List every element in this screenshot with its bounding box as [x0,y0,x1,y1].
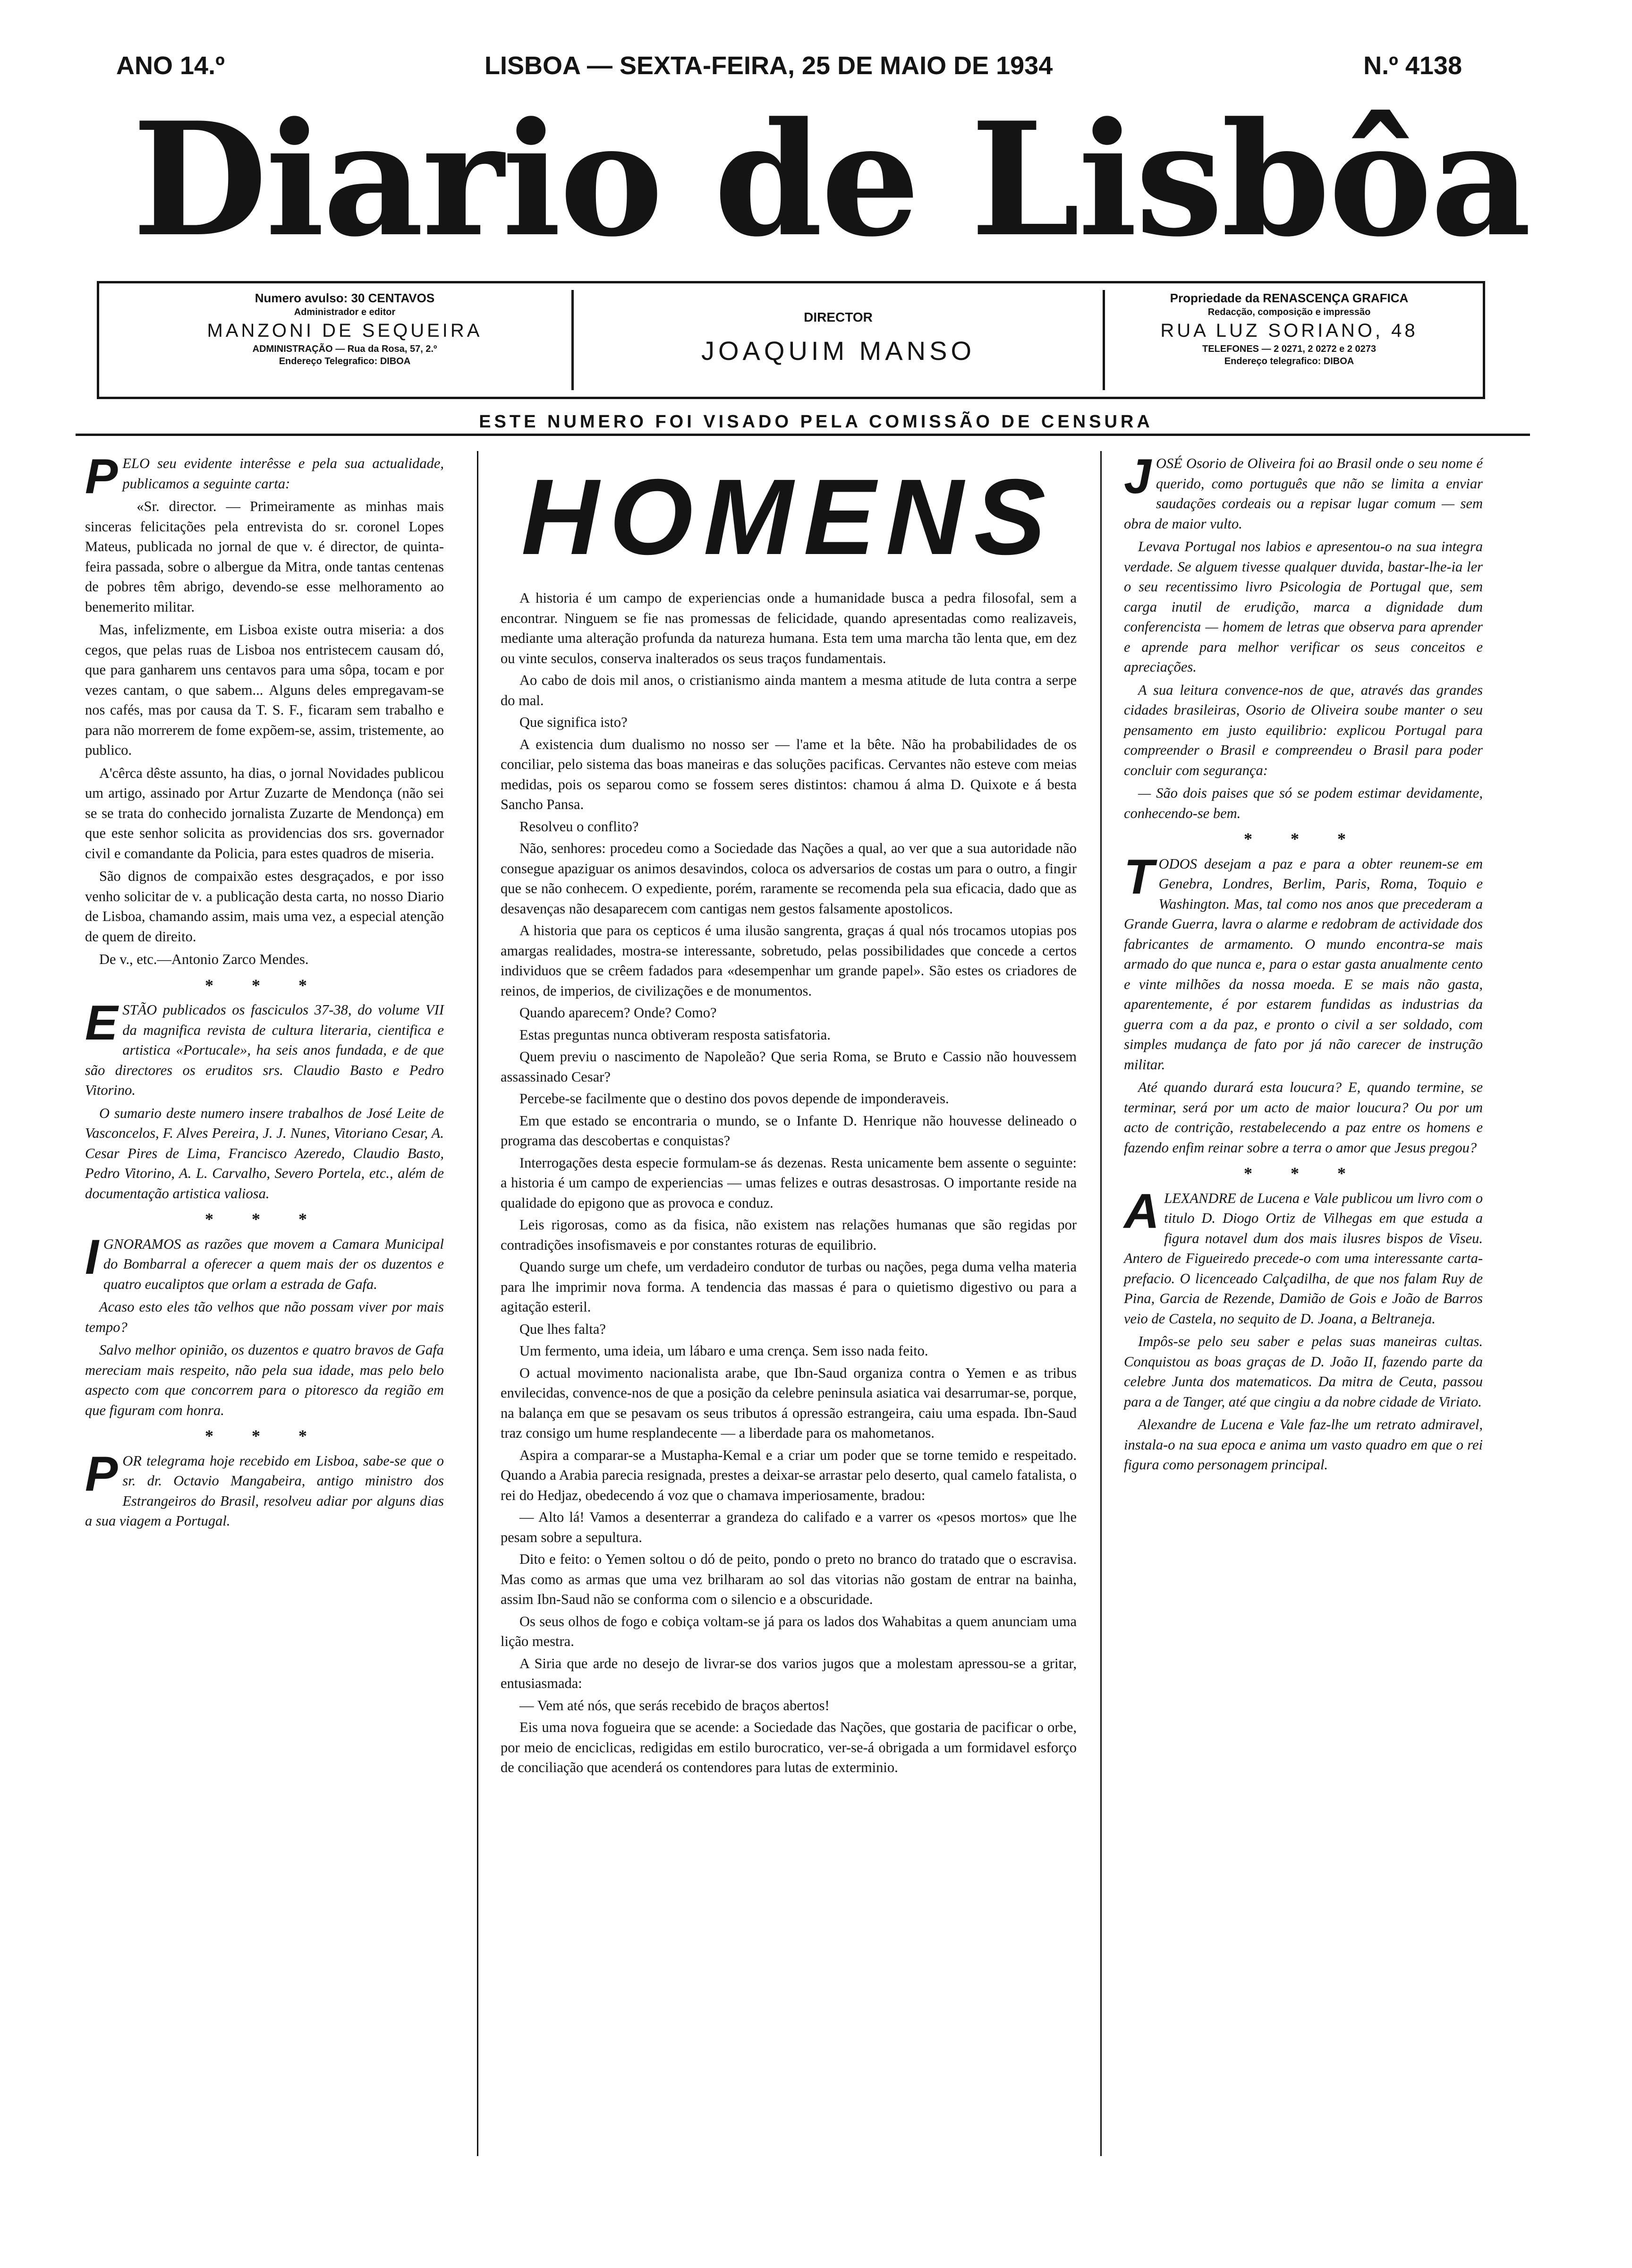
article-paragraph: A historia que para os cepticos é uma ilusão sangrenta, graças á qual nós trocamos utopias pos amargas realidades, mostra-se interessante, sobretudo, pelas possibilidades que concede a certos individuos que se crêem fadados para «desempenhar um grande papel». São estes os criadores de reinos, de imperios, de civilizações e de monumentos. [501,922,1077,999]
drop-cap: P [85,1446,118,1501]
center-column [501,457,1077,1780]
article-paragraph: A Siria que arde no desejo de livrar-se dos varios jugos que a molestam apressou-se a gritar, entusiasmada: [501,1655,1077,1691]
article-paragraph: Salvo melhor opinião, os duzentos e quatro bravos de Gafa mereciam mais respeito, não pela sua idade, mas pelo belo aspecto com que concorrem para o pitoresco da região em que figuram com honra. [85,1342,444,1418]
censorship-notice: ESTE NUMERO FOI VISADO PELA COMISSÃO DE CENSURA [479,412,1153,432]
article-paragraph: O sumario deste numero insere trabalhos de José Leite de Vasconcelos, F. Alves Pereira, J. J. Nunes, Vitoriano Cesar, A. Cesar Pires de Lima, Francisco Azeredo, Claudio Basto, Pedro Vitorino, A. L. Carvalho, Severo Portela, etc., além de documentação artistica valiosa. [85,1105,444,1202]
article-paragraph: Levava Portugal nos labios e apresentou-o na sua integra verdade. Se alguem tivesse qualquer duvida, bastar-lhe-ia ler o seu recentissimo livro Psicologia de Portugal que, sem carga inutil de erudição, marca a dignidade dum conferencista — homem de letras que observa para aprender e aprende para melhor verificar os seus conceitos e apreciações. [1124,538,1483,675]
section-separator: * * * [1244,829,1363,848]
section-separator: * * * [205,1210,324,1228]
article-paragraph: PELO seu evidente interêsse e pela sua actualidade, publicamos a seguinte carta: [85,449,444,504]
article-paragraph: Aspira a comparar-se a Mustapha-Kemal e a criar um poder que se torne temido e respeitado. Quando a Arabia parecia resignada, prestes a deixar-se arrastar pelo deserto, qual camelo fatalista, o rei do Hedjaz, obedecendo á voz que o chamava imperiosamente, bradou: [501,1447,1077,1503]
article-paragraph: Eis uma nova fogueira que se acende: a Sociedade das Nações, que gostaria de pacificar o orbe, por meio de enciclicas, redigidas em estilo burocratico, ver-se-á obrigada a um formidavel esforço de conciliação que acenderá os contendores para lutas de exterminio. [501,1719,1077,1775]
info-bar [97,281,1485,399]
drop-cap: J [1124,449,1151,504]
article-paragraph: — Vem até nós, que serás recebido de braços abertos! [519,1697,830,1714]
price-line: Numero avulso: 30 CENTAVOS [255,291,435,305]
article-paragraph: Que significa isto? [519,714,628,730]
article-paragraph: Estas preguntas nunca obtiveram resposta satisfatoria. [519,1026,831,1043]
article-paragraph: São dignos de compaixão estes desgraçados, e por isso venho solicitar de v. a publicação desta carta, no nosso Diario de Lisboa, chamando assim, mais uma vez, a especial atenção de quem de direito. [85,868,444,945]
article-paragraph: TODOS desejam a paz e para a obter reunem-se em Genebra, Londres, Berlim, Paris, Roma, Toquio e Washington. Mas, tal como nos anos que precederam a Grande Guerra, lavra o alarme e redobram de actividade dos fabricantes de armamento. O mundo encontra-se mais armado do que nunca e, para o estar gasta anualmente cento e vinte milhões da nossa moeda. E se mais não gasta, aparentemente, é por estarem fundidas as industrias da guerra com a da paz, e pronto o civil a ser soldado, com simples mudança de fato por já não carecer de instrução militar. [1124,849,1483,1073]
admin-telegraph: Endereço Telegrafico: DIBOA [279,356,411,367]
article-paragraph: Acaso esto eles tão velhos que não possam viver por mais tempo? [85,1299,444,1335]
article-paragraph: Mas, infelizmente, em Lisboa existe outra miseria: a dos cegos, que pelas ruas de Lisboa nos entristecem causam dó, que para ganharem uns centavos para uma sôpa, tocam e por vezes cantam, o que sabem... Alguns deles empregavam-se nos cafés, mas por causa da T. S. F., ficaram sem trabalho e para não morrerem de fome expõem-se, assim, tristemente, ao publico. [85,622,444,758]
article-paragraph: Interrogações desta especie formulam-se ás dezenas. Resta unicamente bem assente o seguinte: a historia é um campo de experiencias — umas felizes e outras desastrosas. O importante reside na qualidade do epigono que as provoca e conduz. [501,1154,1077,1211]
article-paragraph: «Sr. director. — Primeiramente as minhas mais sinceras felicitações pela entrevista do sr. coronel Lopes Mateus, publicada no jornal de que v. é director, de quinta-feira passada, sobre o albergue da Mitra, onde tantas centenas de pobres têm abrigo, devendo-se esse melhoramento ao benemerito militar. [85,498,444,615]
article-paragraph: Quando aparecem? Onde? Como? [519,1005,717,1021]
issue-number: N.º 4138 [1363,51,1462,80]
article-paragraph: Leis rigorosas, como as da fisica, não existem nas relações humanas que são regidas por contradições insofismaveis e por constantes roturas de equilibrio. [501,1217,1077,1253]
right-column [1124,449,1483,1478]
article-paragraph: Dito e feito: o Yemen soltou o dó de peito, pondo o preto no branco do tratado que o escravisa. Mas como as armas que uma vez brilharam ao sol das vitorias não gostam de entrar na bainha, assim Ibn-Saud não se conforma com o silencio e a obscuridade. [501,1551,1077,1607]
column-divider-right [1100,451,1102,2156]
article-paragraph: ESTÃO publicados os fasciculos 37-38, do volume VII da magnifica revista de cultura literaria, cientifica e artistica «Portucale», ha seis anos fundada, e de que são directores os eruditos srs. Claudio Basto e Pedro Vitorino. [85,996,444,1098]
year-label: ANO 14.º [116,51,225,80]
top-line [116,51,1462,89]
article-paragraph: Os seus olhos de fogo e cobiça voltam-se já para os lados dos Wahabitas a quem anunciam uma lição mestra. [501,1613,1077,1649]
drop-cap: I [85,1229,99,1285]
office-address: RUA LUZ SORIANO, 48 [1160,320,1418,341]
article-paragraph: Quem previu o nascimento de Napoleão? Que seria Roma, se Bruto e Cassio não houvessem assassinado Cesar? [501,1049,1077,1085]
drop-cap: E [85,996,118,1050]
article-paragraph: — Alto lá! Vamos a desenterrar a grandeza do califado e a varrer os «pesos mortos» que lhe pesam sobre a sepultura. [501,1509,1077,1545]
article-paragraph: Resolveu o conflito? [519,818,639,835]
phone-line: TELEFONES — 2 0271, 2 0272 e 2 0273 [1202,344,1376,354]
owner-box [1100,290,1478,390]
header-rule [76,434,1530,436]
left-column [85,449,444,1534]
section-separator: * * * [205,975,324,995]
headline: HOMENS [521,457,1056,577]
section-separator: * * * [1244,1164,1363,1183]
admin-label: Administrador e editor [294,307,396,317]
drop-cap: P [85,449,118,504]
article-paragraph: Que lhes falta? [519,1321,606,1337]
owner-line: Propriedade da RENASCENÇA GRAFICA [1170,291,1409,305]
article-paragraph: A sua leitura convence-nos de que, através das grandes cidades brasileiras, Osorio de Oliveira soube manter o seu pensamento em justo equilibrio: explicou Portugal para compreender o Brasil e compreendeu o Brasil para poder concluir com segurança: [1124,682,1483,778]
article-paragraph: A existencia dum dualismo no nosso ser — l'ame et la bête. Não ha probabilidades de os conciliar, pelo sistema das boas maneiras e das soluções pacificas. Cervantes não esteve com meias medidas, pois os separou como se fossem seres distintos: chamou á alma D. Quixote e á besta Sancho Pansa. [501,736,1077,812]
article-paragraph: IGNORAMOS as razões que movem a Camara Municipal do Bombarral a oferecer a quem mais der os duzentos e quatro eucaliptos que orlam a estrada de Gafa. [85,1229,444,1292]
date-line: LISBOA — SEXTA-FEIRA, 25 DE MAIO DE 1934 [484,51,1053,80]
article-paragraph: JOSÉ Osorio de Oliveira foi ao Brasil onde o seu nome é querido, como português que não se limita a enviar saudações cordeais ou a repisar lugar comum — sem obra de maior vulto. [1124,449,1483,532]
article-paragraph: Quando surge um chefe, um verdadeiro condutor de turbas ou nações, pega duma velha materia para lhe imprimir nova forma. A tendencia das massas é para o quietismo digestivo ou para a agitação esteril. [501,1259,1077,1315]
article-paragraph: POR telegrama hoje recebido em Lisboa, sabe-se que o sr. dr. Octavio Mangabeira, antigo ministro dos Estrangeiros do Brasil, resolveu adiar por alguns dias a sua viagem a Portugal. [85,1446,444,1529]
masthead-title: Diario de Lisbôa [132,88,1530,271]
admin-address: ADMINISTRAÇÃO — Rua da Rosa, 57, 2.º [252,344,437,354]
director-name: JOAQUIM MANSO [701,336,976,366]
drop-cap: T [1124,849,1154,904]
article-paragraph: Ao cabo de dois mil anos, o cristianismo ainda mantem a mesma atitude de luta contra a serpe do mal. [501,672,1077,708]
article-paragraph: — São dois paises que só se podem estimar devidamente, conhecendo-se bem. [1124,785,1483,821]
article-paragraph: Impôs-se pelo seu saber e pelas suas maneiras cultas. Conquistou as boas graças de D. João II, fazendo parte da celebre Junta dos matematicos. Da mitra de Ceuta, passou para a de Tanger, até que cingiu a da nobre cidade de Viriato. [1124,1333,1483,1410]
article-paragraph: ALEXANDRE de Lucena e Vale publicou um livro com o titulo D. Diogo Ortiz de Vilhegas em que estuda a figura notavel dum dos mais ilusres bispos de Viseu. Antero de Figueiredo precede-o com uma interessante carta-prefacio. O licenceado Calçadilha, de que nos falam Ruy de Pina, Garcia de Rezende, Damião de Gois e João de Barros veio de Castela, no sequito de D. Joana, a Beltraneja. [1124,1184,1483,1327]
article-paragraph: Alexandre de Lucena e Vale faz-lhe um retrato admiravel, instala-o na sua epoca e anima um vasto quadro em que o rei figura como personagem principal. [1124,1416,1483,1473]
drop-cap: A [1124,1184,1160,1239]
telegraph-line: Endereço telegrafico: DIBOA [1224,356,1354,367]
admin-name: MANZONI DE SEQUEIRA [207,320,483,341]
column-divider-left [477,451,478,2156]
section-separator: * * * [205,1426,324,1445]
article-paragraph: A'cêrca dêste assunto, ha dias, o jornal Novidades publicou um artigo, assinado por Artur Zuzarte de Mendonça (não sei se se trata do conhecido jornalista Zuzarte de Mendonça) em que este senhor solicita as providencias dos srs. governador civil e comandante da Policia, para estes quadros de miseria. [85,765,444,861]
print-label: Redacção, composição e impressão [1207,307,1371,317]
article-paragraph: A historia é um campo de experiencias onde a humanidade busca a pedra filosofal, sem a encontrar. Ninguem se fie nas promessas de felicidade, quando apresentadas como realizaveis, mediante uma alteração profunda da natureza humana. Esta tem uma marcha tão lenta que, em dez ou vinte seculos, conserva inalterados os seus traços fundamentais. [501,590,1077,666]
article-signature: De v., etc.—Antonio Zarco Mendes. [99,951,309,967]
director-box [571,290,1105,390]
article-paragraph: Um fermento, uma ideia, um lábaro e uma crença. Sem isso nada feito. [519,1343,928,1359]
article-paragraph: Até quando durará esta loucura? E, quando termine, se terminar, será por um acto de maior loucura? Ou por um acto de contrição, restabelecendo a paz entre os homens e fazendo enfim reinar sobre a terra o amor que Jesus pregou? [1124,1079,1483,1156]
director-label: DIRECTOR [804,310,873,324]
article-paragraph: Não, senhores: procedeu como a Sociedade das Nações a qual, ao ver que a sua autoridade não consegue apaziguar os animos desavindos, coloca os adversarios de costas um para o outro, a fingir que se não conhecem. O expediente, porém, raramente se recomenda pela sua eficacia, dado que as desavenças não desaparecem com cantigas nem gestos falsamente apostolicos. [501,840,1077,917]
article-paragraph: O actual movimento nacionalista arabe, que Ibn-Saud organiza contra o Yemen e as tribus envilecidas, convence-nos de que a posição da celebre peninsula asiatica vai desarrumar-se, porque, na balança em que se pesavam os seus tributos á opressão estrangeira, caiu uma espada. Ibn-Saud traz consigo um hume resplandecente — a liberdade para os mahometanos. [501,1364,1077,1441]
article-paragraph: Percebe-se facilmente que o destino dos povos depende de imponderaveis. [519,1091,949,1107]
article-paragraph: Em que estado se encontraria o mundo, se o Infante D. Henrique não houvesse delineado o programa das descobertas e conquistas? [501,1112,1077,1149]
admin-box [109,290,581,390]
